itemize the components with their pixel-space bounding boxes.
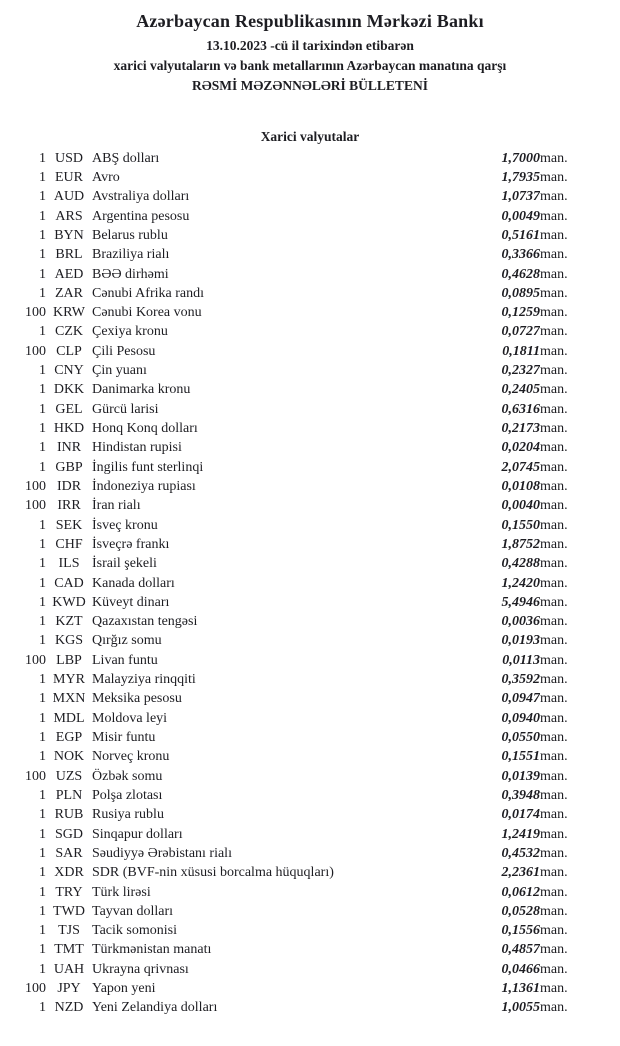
rate-value: 0,4288 (501, 556, 540, 572)
currency-code: EUR (55, 169, 83, 185)
currency-code: UZS (55, 768, 83, 784)
currency-code: CAD (54, 575, 84, 591)
currency-code: AED (54, 266, 84, 282)
rate-unit: man. (540, 556, 568, 572)
rate-quantity: 1 (39, 556, 46, 572)
rate-value: 0,0466 (501, 961, 540, 977)
currency-name: İsveçrə frankı (92, 536, 170, 552)
currency-code: TJS (58, 923, 80, 939)
rate-row (0, 400, 620, 419)
currency-name: İngilis funt sterlinqi (92, 459, 204, 475)
currency-name: Misir funtu (92, 730, 156, 746)
rate-quantity: 1 (39, 189, 46, 205)
currency-name: İsrail şekeli (92, 556, 157, 572)
currency-code: MXN (52, 691, 86, 707)
rate-value: 0,1259 (501, 305, 540, 321)
currency-code: USD (54, 150, 83, 166)
rate-value: 0,0895 (501, 285, 540, 301)
rate-value: 0,1811 (502, 343, 540, 359)
rate-quantity: 1 (39, 227, 46, 243)
rate-value: 0,0139 (501, 768, 540, 784)
currency-name: Türkmənistan manatı (92, 942, 212, 958)
currency-name: Belarus rublu (92, 227, 168, 243)
rate-unit: man. (540, 421, 568, 437)
rate-value: 0,0612 (501, 884, 540, 900)
currency-code: XDR (54, 865, 84, 881)
rate-unit: man. (540, 266, 568, 282)
rate-quantity: 1 (39, 266, 46, 282)
currency-code: TMT (54, 942, 84, 958)
currency-name: Hindistan rupisi (92, 440, 182, 456)
rate-quantity: 1 (39, 401, 46, 417)
rate-unit: man. (540, 614, 568, 630)
rate-unit: man. (540, 440, 568, 456)
bulletin-title: RƏSMİ MƏZƏNNƏLƏRİ BÜLLETENİ (192, 78, 428, 93)
rate-unit: man. (540, 730, 568, 746)
rate-quantity: 1 (39, 884, 46, 900)
currency-name: Meksika pesosu (92, 691, 182, 707)
rate-quantity: 1 (39, 865, 46, 881)
rate-value: 0,0550 (501, 730, 540, 746)
rate-unit: man. (540, 478, 568, 494)
section-title-foreign-currencies: Xarici valyutalar (260, 129, 360, 144)
rate-unit: man. (540, 845, 568, 861)
rate-unit: man. (540, 1000, 568, 1016)
rate-unit: man. (540, 401, 568, 417)
rate-quantity: 1 (39, 247, 46, 263)
rate-quantity: 1 (39, 421, 46, 437)
currency-code: RUB (54, 807, 84, 823)
rate-unit: man. (540, 517, 568, 533)
rate-row (0, 902, 620, 921)
rate-value: 1,2420 (501, 575, 540, 591)
currency-code: CNY (54, 363, 84, 379)
rate-unit: man. (540, 981, 568, 997)
rate-quantity: 100 (25, 981, 46, 997)
rate-quantity: 1 (39, 575, 46, 591)
rate-row (0, 207, 620, 226)
rate-unit: man. (540, 749, 568, 765)
rate-quantity: 1 (39, 150, 46, 166)
currency-name: Malayziya rinqqiti (92, 672, 196, 688)
rate-unit: man. (540, 363, 568, 379)
rate-value: 1,2419 (501, 826, 540, 842)
currency-code: MYR (53, 672, 85, 688)
rate-value: 0,0108 (501, 478, 540, 494)
currency-name: Qırğız somu (92, 633, 162, 649)
rate-row (0, 458, 620, 477)
rate-unit: man. (540, 575, 568, 591)
rate-value: 0,1550 (501, 517, 540, 533)
rate-row (0, 574, 620, 593)
currency-name: Tayvan dolları (92, 903, 174, 919)
rate-row (0, 960, 620, 979)
rate-quantity: 1 (39, 440, 46, 456)
rate-quantity: 1 (39, 903, 46, 919)
rate-unit: man. (540, 826, 568, 842)
rate-unit: man. (540, 382, 568, 398)
rate-row (0, 361, 620, 380)
currency-code: TWD (53, 903, 85, 919)
currency-name: Gürcü larisi (92, 401, 159, 417)
rate-quantity: 1 (39, 324, 46, 340)
currency-code: MDL (53, 710, 85, 726)
rate-value: 0,0040 (501, 498, 540, 514)
currency-code: UAH (53, 961, 85, 977)
currency-name: SDR (BVF-nin xüsusi borcalma hüquqları) (92, 865, 334, 881)
rate-value: 0,0940 (501, 710, 540, 726)
rate-value: 1,0055 (501, 1000, 540, 1016)
currency-name: ABŞ dolları (92, 150, 160, 166)
rate-value: 1,7000 (501, 150, 540, 166)
currency-name: Argentina pesosu (92, 208, 190, 224)
rate-value: 0,0528 (501, 903, 540, 919)
currency-code: CHF (55, 536, 83, 552)
currency-code: CLP (56, 343, 82, 359)
currency-code: CZK (55, 324, 83, 340)
rate-row (0, 786, 620, 805)
rate-value: 0,5161 (501, 227, 540, 243)
currency-code: NOK (53, 749, 85, 765)
rate-row (0, 419, 620, 438)
rate-quantity: 100 (25, 343, 46, 359)
rate-value: 0,0193 (501, 633, 540, 649)
currency-code: ARS (55, 208, 83, 224)
rate-row (0, 381, 620, 400)
rate-row (0, 806, 620, 825)
currency-code: ILS (58, 556, 80, 572)
rate-value: 1,8752 (501, 536, 540, 552)
currency-code: INR (56, 440, 82, 456)
currency-code: AUD (53, 189, 85, 205)
currency-name: Polşa zlotası (92, 787, 163, 803)
rate-row (0, 284, 620, 303)
rate-quantity: 1 (39, 749, 46, 765)
rate-row (0, 709, 620, 728)
rate-quantity: 1 (39, 845, 46, 861)
rate-unit: man. (540, 189, 568, 205)
currency-name: Rusiya rublu (92, 807, 164, 823)
rate-value: 1,0737 (501, 189, 540, 205)
rate-row (0, 439, 620, 458)
rate-quantity: 1 (39, 730, 46, 746)
currency-code: NZD (54, 1000, 84, 1016)
rate-quantity: 100 (25, 498, 46, 514)
rate-unit: man. (540, 324, 568, 340)
rate-unit: man. (540, 169, 568, 185)
rate-unit: man. (540, 710, 568, 726)
rate-quantity: 100 (25, 478, 46, 494)
rate-quantity: 1 (39, 942, 46, 958)
rate-quantity: 1 (39, 1000, 46, 1016)
rate-unit: man. (540, 343, 568, 359)
rates-table-body (0, 149, 620, 1018)
currency-code: KGS (54, 633, 83, 649)
rate-quantity: 1 (39, 923, 46, 939)
rate-unit: man. (540, 903, 568, 919)
rate-unit: man. (540, 923, 568, 939)
bulletin-header (0, 0, 620, 96)
rate-unit: man. (540, 633, 568, 649)
rate-quantity: 1 (39, 633, 46, 649)
rate-value: 0,3948 (501, 787, 540, 803)
rate-value: 0,3592 (501, 672, 540, 688)
currency-code: HKD (53, 421, 85, 437)
rate-unit: man. (540, 865, 568, 881)
rate-unit: man. (540, 961, 568, 977)
rate-row (0, 497, 620, 516)
currency-code: KWD (52, 594, 86, 610)
rate-quantity: 1 (39, 536, 46, 552)
rate-quantity: 1 (39, 594, 46, 610)
rate-unit: man. (540, 208, 568, 224)
rate-unit: man. (540, 884, 568, 900)
rate-quantity: 1 (39, 691, 46, 707)
currency-code: PLN (55, 787, 83, 803)
currency-name: BƏƏ dirhəmi (92, 266, 169, 282)
rate-row (0, 535, 620, 554)
rate-unit: man. (540, 652, 568, 668)
rate-unit: man. (540, 942, 568, 958)
rate-row (0, 728, 620, 747)
currency-name: Çin yuanı (92, 363, 147, 379)
rate-row (0, 941, 620, 960)
rate-quantity: 1 (39, 382, 46, 398)
currency-code: DKK (53, 382, 85, 398)
rate-value: 0,2173 (501, 421, 540, 437)
currency-name: Yapon yeni (92, 981, 156, 997)
currency-code: SGD (54, 826, 83, 842)
rate-quantity: 1 (39, 169, 46, 185)
rate-row (0, 555, 620, 574)
currency-code: GBP (55, 459, 83, 475)
currency-code: IRR (57, 498, 81, 514)
currency-name: Norveç kronu (92, 749, 170, 765)
rate-value: 0,0113 (502, 652, 540, 668)
rate-quantity: 1 (39, 710, 46, 726)
currency-name: Danimarka kronu (92, 382, 191, 398)
currency-name: Qazaxıstan tengəsi (92, 614, 198, 630)
rate-unit: man. (540, 691, 568, 707)
rate-row (0, 748, 620, 767)
currency-name: Türk lirəsi (92, 884, 151, 900)
rate-value: 0,0947 (501, 691, 540, 707)
rate-row (0, 304, 620, 323)
currency-name: Özbək somu (92, 768, 163, 784)
currency-code: IDR (56, 478, 82, 494)
currency-name: Cənubi Korea vonu (92, 305, 202, 321)
rate-unit: man. (540, 150, 568, 166)
rate-unit: man. (540, 247, 568, 263)
rate-unit: man. (540, 459, 568, 475)
rate-quantity: 100 (25, 652, 46, 668)
currency-name: Çexiya kronu (92, 324, 168, 340)
rate-value: 0,0204 (501, 440, 540, 456)
currency-code: BYN (54, 227, 84, 243)
rate-unit: man. (540, 672, 568, 688)
rate-quantity: 100 (25, 768, 46, 784)
currency-name: İran rialı (92, 498, 141, 514)
rate-unit: man. (540, 768, 568, 784)
rate-value: 5,4946 (501, 594, 540, 610)
currency-code: TRY (55, 884, 83, 900)
rate-row (0, 149, 620, 168)
rate-value: 2,2361 (501, 865, 540, 881)
rate-row (0, 342, 620, 361)
currency-code: BRL (55, 247, 83, 263)
rate-quantity: 1 (39, 787, 46, 803)
currency-name: Avro (92, 169, 120, 185)
rate-row (0, 979, 620, 998)
currency-name: Tacik somonisi (92, 923, 177, 939)
currency-code: ZAR (55, 285, 83, 301)
rate-quantity: 1 (39, 961, 46, 977)
rate-row (0, 999, 620, 1018)
rate-row (0, 864, 620, 883)
rate-unit: man. (540, 807, 568, 823)
currency-name: İsveç kronu (92, 517, 158, 533)
page-title: Azərbaycan Respublikasının Mərkəzi Bankı (136, 11, 484, 31)
rate-quantity: 1 (39, 208, 46, 224)
rate-row (0, 323, 620, 342)
rate-quantity: 1 (39, 672, 46, 688)
rate-unit: man. (540, 227, 568, 243)
currency-code: KRW (53, 305, 85, 321)
currency-code: EGP (55, 730, 83, 746)
rate-value: 0,0727 (501, 324, 540, 340)
rate-unit: man. (540, 285, 568, 301)
currency-name: Honq Konq dolları (92, 421, 198, 437)
rate-row (0, 690, 620, 709)
rate-row (0, 265, 620, 284)
currency-code: LBP (56, 652, 82, 668)
rate-row (0, 651, 620, 670)
rate-value: 0,1556 (501, 923, 540, 939)
rate-unit: man. (540, 498, 568, 514)
rate-value: 0,4532 (501, 845, 540, 861)
currency-code: SAR (55, 845, 83, 861)
currency-name: Səudiyyə Ərəbistanı rialı (92, 845, 232, 861)
rate-row (0, 188, 620, 207)
currency-code: SEK (55, 517, 83, 533)
rate-quantity: 1 (39, 459, 46, 475)
rate-unit: man. (540, 536, 568, 552)
currency-name: Livan funtu (92, 652, 158, 668)
currency-name: Ukrayna qrivnası (92, 961, 189, 977)
rate-value: 1,7935 (501, 169, 540, 185)
rate-row (0, 226, 620, 245)
currency-name: İndoneziya rupiası (92, 478, 196, 494)
rate-value: 0,0036 (501, 614, 540, 630)
rate-value: 0,3366 (501, 247, 540, 263)
rates-table (0, 149, 620, 1018)
currency-code: GEL (55, 401, 83, 417)
rate-quantity: 1 (39, 826, 46, 842)
currency-name: Sinqapur dolları (92, 826, 183, 842)
currency-name: Kanada dolları (92, 575, 175, 591)
rate-quantity: 1 (39, 807, 46, 823)
currency-name: Yeni Zelandiya dolları (92, 1000, 218, 1016)
rate-row (0, 246, 620, 265)
rate-quantity: 1 (39, 614, 46, 630)
rate-row (0, 825, 620, 844)
rate-value: 0,1551 (501, 749, 540, 765)
rate-value: 0,4628 (501, 266, 540, 282)
rate-value: 0,0174 (501, 807, 540, 823)
rate-quantity: 1 (39, 363, 46, 379)
rate-quantity: 1 (39, 517, 46, 533)
rate-row (0, 632, 620, 651)
rate-value: 0,4857 (501, 942, 540, 958)
rate-quantity: 1 (39, 285, 46, 301)
rate-value: 0,2327 (501, 363, 540, 379)
rate-row (0, 593, 620, 612)
rate-row (0, 922, 620, 941)
rate-value: 2,0745 (501, 459, 540, 475)
rate-row (0, 613, 620, 632)
currency-name: Çili Pesosu (92, 343, 156, 359)
rate-row (0, 767, 620, 786)
rate-row (0, 670, 620, 689)
rate-row (0, 168, 620, 187)
rate-row (0, 516, 620, 535)
currency-name: Moldova leyi (92, 710, 168, 726)
currency-name: Cənubi Afrika randı (92, 285, 204, 301)
rate-row (0, 883, 620, 902)
rate-row (0, 844, 620, 863)
currency-name: Küveyt dinarı (92, 594, 170, 610)
currency-name: Avstraliya dolları (92, 189, 190, 205)
rate-value: 0,6316 (501, 401, 540, 417)
rate-unit: man. (540, 787, 568, 803)
rate-unit: man. (540, 594, 568, 610)
rate-row (0, 477, 620, 496)
rate-value: 1,1361 (501, 981, 540, 997)
subtitle-line: xarici valyutaların və bank metallarının Azərbaycan manatına qarşı (113, 58, 507, 73)
currency-code: JPY (57, 981, 81, 997)
rate-value: 0,2405 (501, 382, 540, 398)
effective-date-line: 13.10.2023 -cü il tarixindən etibarən (206, 38, 414, 53)
rate-unit: man. (540, 305, 568, 321)
rate-value: 0,0049 (501, 208, 540, 224)
rate-quantity: 100 (25, 305, 46, 321)
currency-name: Braziliya rialı (92, 247, 170, 263)
currency-code: KZT (55, 614, 83, 630)
